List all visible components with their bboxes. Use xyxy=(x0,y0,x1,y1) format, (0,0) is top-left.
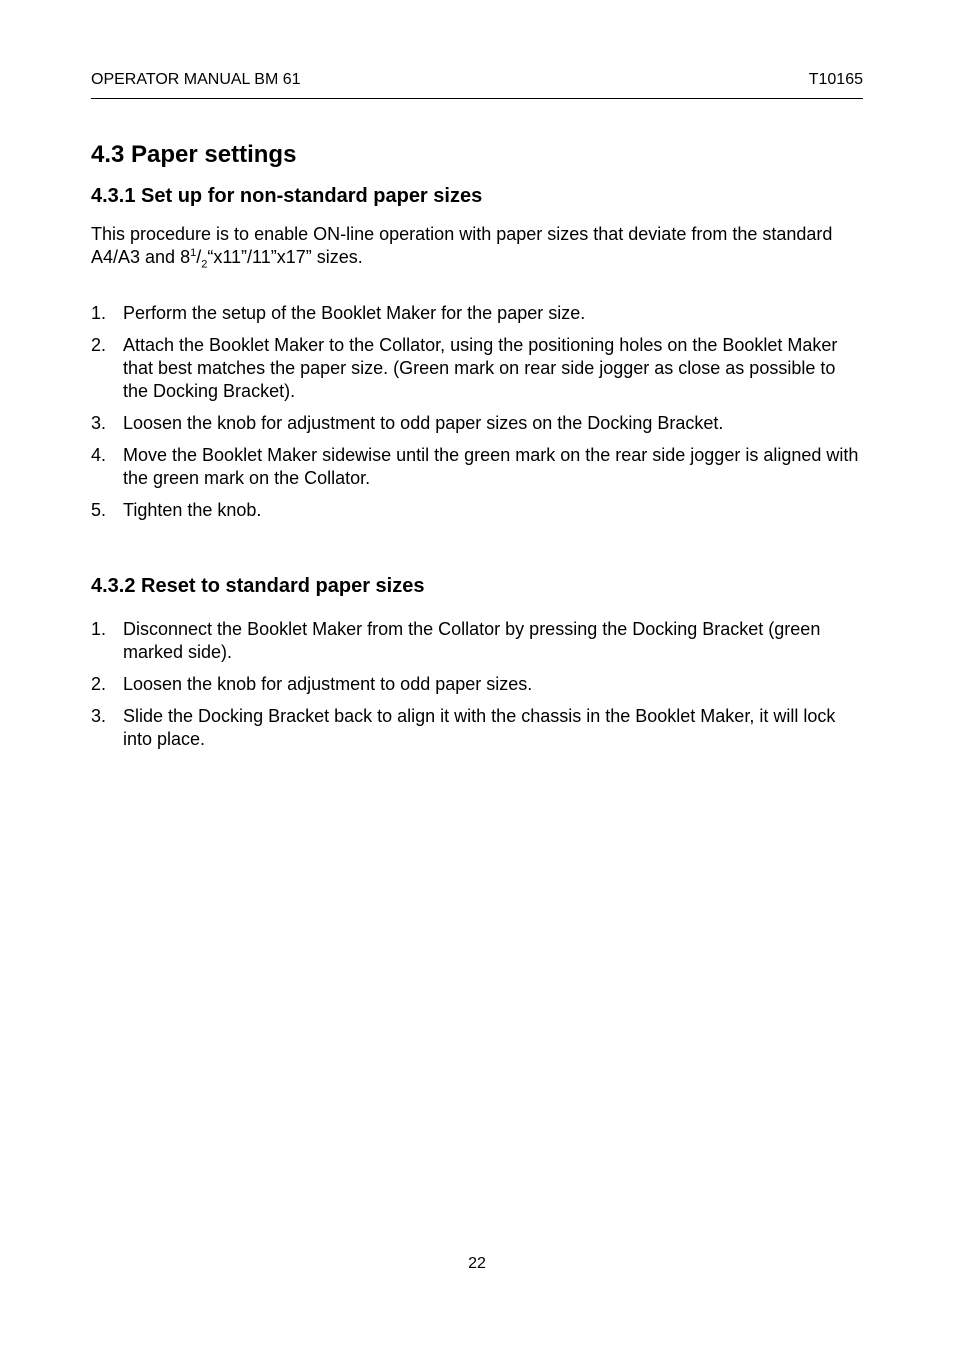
intro-text: This procedure is to enable ON-line operation with paper sizes that deviate from the standard A4/A3 and 8 xyxy=(91,224,833,267)
step-number: 3. xyxy=(91,706,107,726)
document-number: T10165 xyxy=(808,71,863,88)
setup-steps-list xyxy=(91,302,863,522)
list-item xyxy=(91,618,863,664)
step-number: 2. xyxy=(91,335,107,355)
step-text: Tighten the knob. xyxy=(123,500,262,520)
step-text: Slide the Docking Bracket back to align it with the chassis in the Booklet Maker, it will lock into place. xyxy=(123,706,836,749)
reset-steps-list xyxy=(91,618,863,751)
step-number: 1. xyxy=(91,619,107,639)
list-item xyxy=(91,444,863,490)
list-item xyxy=(91,673,863,696)
subsection-title-reset: 4.3.2 Reset to standard paper sizes xyxy=(91,575,425,597)
page-header xyxy=(91,70,863,99)
step-text: Move the Booklet Maker sidewise until the green mark on the rear side jogger is aligned with the green mark on the Collator. xyxy=(123,445,859,488)
list-item xyxy=(91,334,863,403)
header-title: OPERATOR MANUAL BM 61 xyxy=(91,71,301,88)
intro-text-end: “x11”/11”x17” sizes. xyxy=(207,247,363,267)
page-content xyxy=(91,138,863,760)
step-text: Disconnect the Booklet Maker from the Collator by pressing the Docking Bracket (green marked side). xyxy=(123,619,821,662)
step-text: Perform the setup of the Booklet Maker for the paper size. xyxy=(123,303,586,323)
list-item xyxy=(91,302,863,325)
step-text: Loosen the knob for adjustment to odd paper sizes. xyxy=(123,674,533,694)
list-item xyxy=(91,499,863,522)
list-item xyxy=(91,705,863,751)
fraction-denominator: 2 xyxy=(201,258,208,271)
step-number: 1. xyxy=(91,303,107,323)
section-title: 4.3 Paper settings xyxy=(91,141,297,168)
fraction-numerator: 1 xyxy=(190,247,197,259)
step-number: 5. xyxy=(91,500,107,520)
page-number: 22 xyxy=(468,1255,486,1272)
step-text: Loosen the knob for adjustment to odd paper sizes on the Docking Bracket. xyxy=(123,413,724,433)
list-item xyxy=(91,412,863,435)
intro-paragraph xyxy=(91,223,863,269)
step-text: Attach the Booklet Maker to the Collator, using the positioning holes on the Booklet Maker that best matches the paper size. (Green mark on rear side jogger as close as possible to the Docking Bracket). xyxy=(123,335,838,401)
fraction-slash: / xyxy=(196,247,202,267)
step-number: 2. xyxy=(91,674,107,694)
subsection-title-nonstandard: 4.3.1 Set up for non-standard paper sizes xyxy=(91,185,483,207)
step-number: 4. xyxy=(91,445,107,465)
step-number: 3. xyxy=(91,413,107,433)
